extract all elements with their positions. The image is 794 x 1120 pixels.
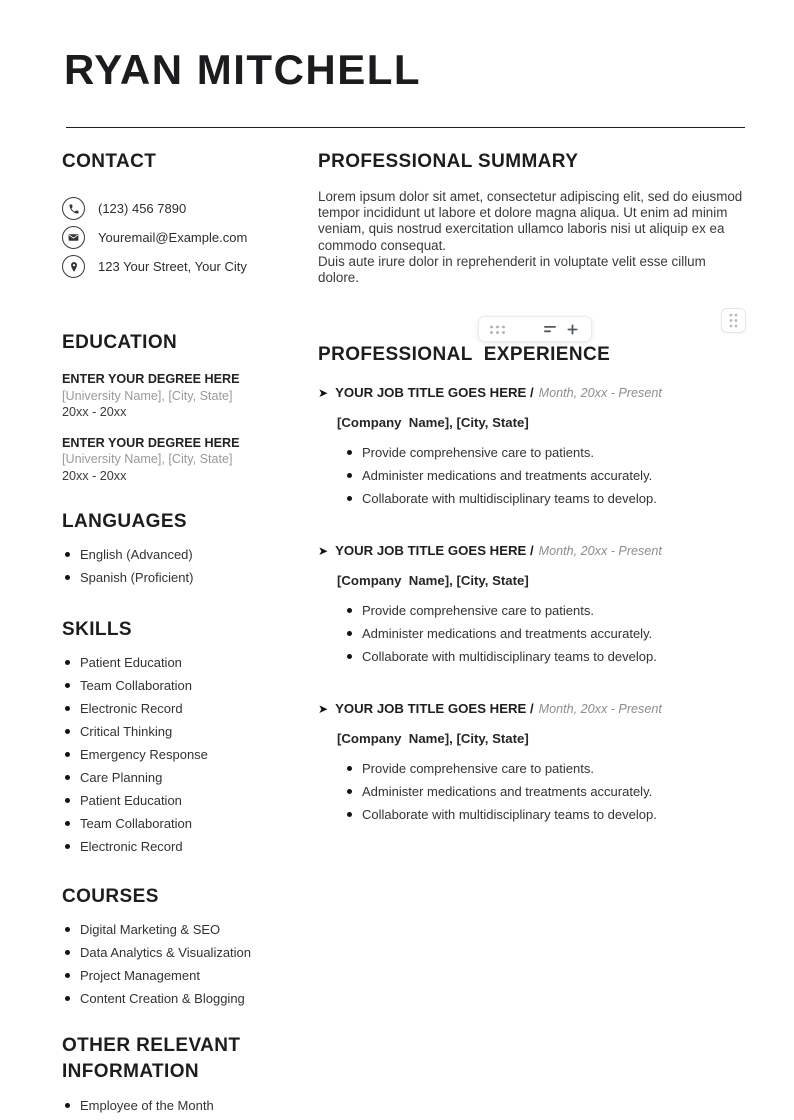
job-dates: Month, 20xx - Present <box>538 702 662 717</box>
job-bullet-list <box>344 760 748 829</box>
bullet-dot <box>65 575 70 580</box>
education-heading: EDUCATION <box>62 332 178 353</box>
left-column <box>62 150 312 1120</box>
bullet-dot <box>65 683 70 688</box>
job-dates: Month, 20xx - Present <box>538 544 662 559</box>
other-info-heading: OTHER RELEVANT INFORMATION <box>62 1035 241 1082</box>
bullet-dot <box>347 789 352 794</box>
drag-dots-grid-icon[interactable] <box>721 308 746 333</box>
bullet-dot <box>65 927 70 932</box>
job-bullet-text: Administer medications and treatments accurately. <box>362 468 653 484</box>
skill-item-label: Critical Thinking <box>80 724 173 739</box>
skill-item-label: Emergency Response <box>80 747 208 762</box>
bullet-dot <box>347 473 352 478</box>
list-item <box>62 967 312 990</box>
bullet-dot <box>65 660 70 665</box>
job-title-row <box>318 542 748 560</box>
section-toolbar <box>478 316 592 342</box>
list-item <box>62 700 312 723</box>
skill-item-label: Patient Education <box>80 793 182 808</box>
resume-name-title: RYAN MITCHELL <box>64 46 422 93</box>
bullet-dot <box>65 973 70 978</box>
list-item <box>62 677 312 700</box>
bullet-dot <box>65 1103 70 1108</box>
plus-icon[interactable] <box>563 320 581 338</box>
skills-list <box>62 654 312 861</box>
summary-paragraph: Duis aute irure dolor in reprehenderit in voluptate velit esse cillum dolore. <box>318 253 706 286</box>
experience-heading: PROFESSIONAL EXPERIENCE <box>318 344 611 366</box>
summary-paragraph: Lorem ipsum dolor sit amet, consectetur adipiscing elit, sed do eiusmod tempor incididunt ut labore et dolore magna aliqua. Ut enim ad minim veniam, quis nostrud exercitation ullamco laboris nisi ut aliquip ex ea commodo consequat. <box>318 189 743 253</box>
job-bullet-text: Collaborate with multidisciplinary teams to develop. <box>362 807 657 823</box>
job-title-row <box>318 384 748 402</box>
bullet-dot <box>347 450 352 455</box>
bullet-dot <box>65 996 70 1001</box>
job-bullet-text: Collaborate with multidisciplinary teams to develop. <box>362 649 657 665</box>
language-item-label: Spanish (Proficient) <box>80 570 194 585</box>
list-item <box>62 769 312 792</box>
bullet-dot <box>347 496 352 501</box>
job-bullet-text: Collaborate with multidisciplinary teams to develop. <box>362 491 657 507</box>
contact-row-address <box>62 252 312 281</box>
skill-item-label: Patient Education <box>80 655 182 670</box>
arrow-bullet-icon: ➤ <box>318 702 329 717</box>
list-item <box>62 746 312 769</box>
languages-heading: LANGUAGES <box>62 511 187 532</box>
header-divider <box>66 127 745 128</box>
course-item-label: Digital Marketing & SEO <box>80 922 221 937</box>
list-item <box>344 625 748 648</box>
other-item-label: Employee of the Month <box>80 1098 214 1113</box>
course-item-label: Content Creation & Blogging <box>80 991 245 1006</box>
course-item-label: Data Analytics & Visualization <box>80 945 252 960</box>
job-bullet-text: Administer medications and treatments accurately. <box>362 784 653 800</box>
bullet-dot <box>347 654 352 659</box>
skill-item-label: Electronic Record <box>80 701 183 716</box>
arrow-bullet-icon: ➤ <box>318 386 329 401</box>
list-item <box>62 546 312 569</box>
email-icon <box>62 226 85 249</box>
bullet-dot <box>347 608 352 613</box>
contact-row-phone <box>62 194 312 223</box>
bullet-dot <box>65 950 70 955</box>
sort-lines-icon[interactable] <box>541 320 559 338</box>
job-dates: Month, 20xx - Present <box>538 386 662 401</box>
list-item <box>344 783 748 806</box>
list-item <box>62 990 312 1013</box>
job-title: YOUR JOB TITLE GOES HERE / <box>335 701 534 717</box>
bullet-dot <box>65 821 70 826</box>
job-title-row <box>318 700 748 718</box>
bullet-dot <box>65 729 70 734</box>
bullet-dot <box>347 631 352 636</box>
experience-entry <box>318 384 748 513</box>
skills-heading: SKILLS <box>62 619 132 640</box>
summary-heading: PROFESSIONAL SUMMARY <box>318 151 579 172</box>
skill-item-label: Team Collaboration <box>80 816 193 831</box>
right-column <box>318 150 748 829</box>
list-item <box>62 921 312 944</box>
list-item <box>62 815 312 838</box>
courses-list <box>62 921 312 1013</box>
list-item <box>62 838 312 861</box>
list-item <box>344 444 748 467</box>
location-icon <box>62 255 85 278</box>
bullet-dot <box>65 775 70 780</box>
list-item <box>62 792 312 815</box>
skill-item-label: Care Planning <box>80 770 163 785</box>
bullet-dot <box>347 812 352 817</box>
job-company: [Company Name], [City, State] <box>337 415 529 431</box>
degree-title: ENTER YOUR DEGREE HERE <box>62 372 240 386</box>
contact-address-text: 123 Your Street, Your City <box>98 259 247 274</box>
list-item <box>62 1097 312 1120</box>
list-item <box>62 944 312 967</box>
list-item <box>344 760 748 783</box>
university-line: [University Name], [City, State] <box>62 452 233 466</box>
list-item <box>344 602 748 625</box>
job-title: YOUR JOB TITLE GOES HERE / <box>335 385 534 401</box>
drag-dots-icon[interactable] <box>489 324 506 335</box>
course-item-label: Project Management <box>80 968 200 983</box>
bullet-dot <box>65 706 70 711</box>
bullet-dot <box>65 844 70 849</box>
bullet-dot <box>65 552 70 557</box>
contact-phone-text: (123) 456 7890 <box>98 201 187 216</box>
job-bullet-text: Provide comprehensive care to patients. <box>362 761 594 777</box>
other-info-list <box>62 1097 312 1120</box>
job-bullet-text: Provide comprehensive care to patients. <box>362 603 594 619</box>
contact-list <box>62 194 312 281</box>
list-item <box>62 569 312 592</box>
job-company: [Company Name], [City, State] <box>337 731 529 747</box>
job-company: [Company Name], [City, State] <box>337 573 529 589</box>
arrow-bullet-icon: ➤ <box>318 544 329 559</box>
list-item <box>344 490 748 513</box>
bullet-dot <box>65 752 70 757</box>
contact-email-text: Youremail@Example.com <box>98 230 248 245</box>
list-item <box>344 467 748 490</box>
education-years: 20xx - 20xx <box>62 468 127 483</box>
experience-entry <box>318 542 748 671</box>
university-line: [University Name], [City, State] <box>62 388 233 403</box>
education-entry <box>62 371 312 421</box>
skill-item-label: Team Collaboration <box>80 678 193 693</box>
job-bullet-text: Administer medications and treatments accurately. <box>362 626 653 642</box>
contact-row-email <box>62 223 312 252</box>
bullet-dot <box>347 766 352 771</box>
job-title: YOUR JOB TITLE GOES HERE / <box>335 543 534 559</box>
experience-entry <box>318 700 748 829</box>
job-bullet-text: Provide comprehensive care to patients. <box>362 445 594 461</box>
job-bullet-list <box>344 444 748 513</box>
courses-heading: COURSES <box>62 886 159 907</box>
bullet-dot <box>65 798 70 803</box>
list-item <box>62 654 312 677</box>
job-bullet-list <box>344 602 748 671</box>
degree-title: ENTER YOUR DEGREE HERE <box>62 435 240 450</box>
education-entry <box>62 435 312 485</box>
contact-heading: CONTACT <box>62 151 157 172</box>
languages-list <box>62 546 312 592</box>
list-item <box>344 806 748 829</box>
skill-item-label: Electronic Record <box>80 839 183 854</box>
education-years: 20xx - 20xx <box>62 405 127 419</box>
language-item-label: English (Advanced) <box>80 547 193 562</box>
list-item <box>344 648 748 671</box>
list-item <box>62 723 312 746</box>
phone-icon <box>62 197 85 220</box>
